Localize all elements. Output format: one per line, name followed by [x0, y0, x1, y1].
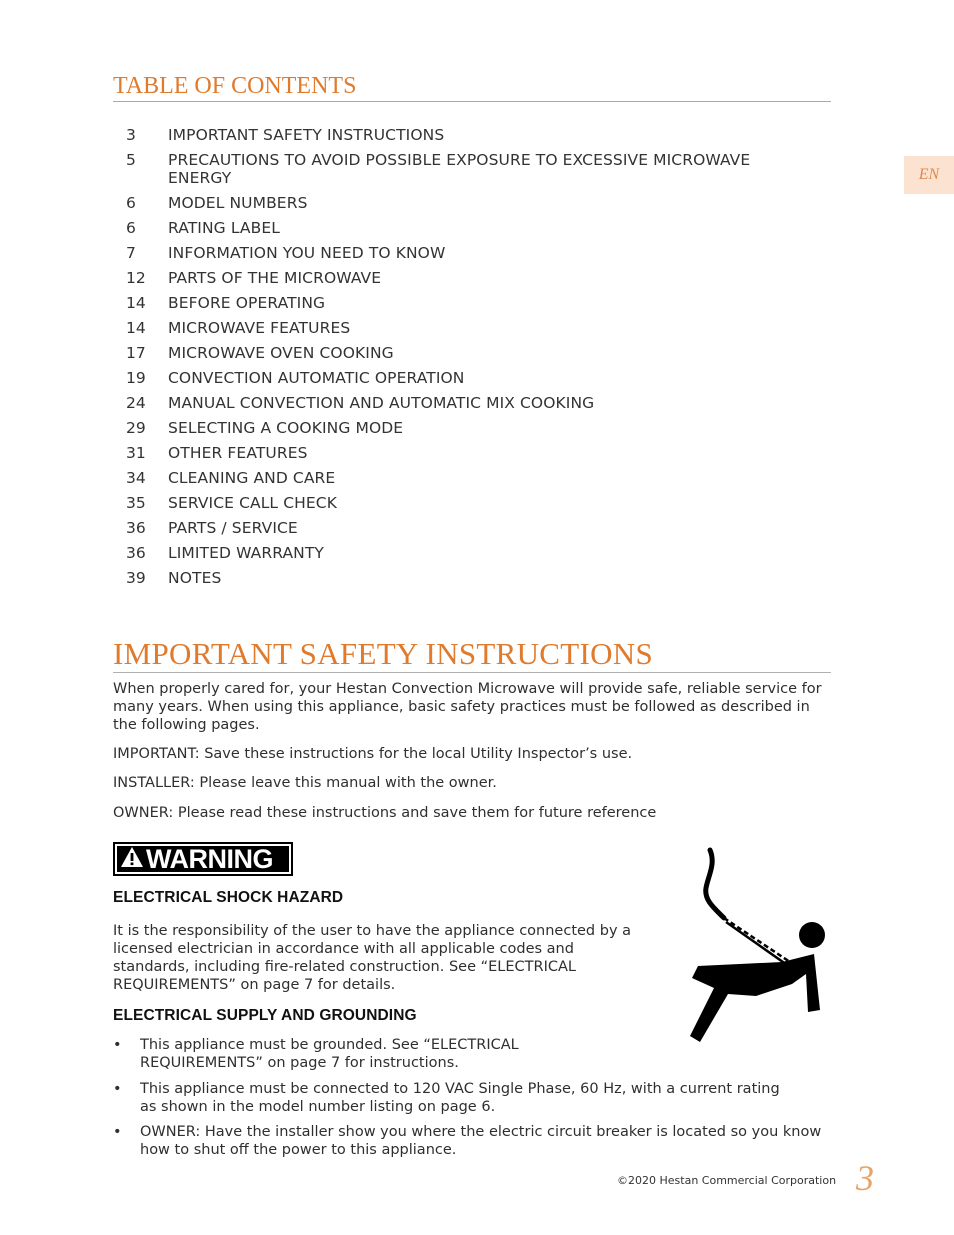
list-item: • This appliance must be connected to 120 VAC Single Phase, 60 Hz, with a current rating as shown in the model number listing on page 6.	[113, 1081, 780, 1115]
toc-label: INFORMATION YOU NEED TO KNOW	[168, 244, 446, 262]
warning-label: WARNING	[146, 843, 273, 874]
toc-page: 6	[126, 219, 136, 237]
toc-entry[interactable]	[113, 244, 803, 269]
bullet-marker: •	[113, 1037, 122, 1053]
toc-entry[interactable]	[113, 194, 803, 219]
toc-entry[interactable]	[113, 219, 803, 244]
intro-paragraph: When properly cared for, your Hestan Convection Microwave will provide safe, reliable service for many years. When using this appliance, basic safety practices must be followed as described in the following pages.	[113, 681, 822, 733]
toc-page: 6	[126, 194, 136, 212]
toc-entry[interactable]	[113, 151, 803, 194]
language-tab[interactable]: EN	[904, 156, 954, 194]
toc-page: 19	[126, 369, 146, 387]
toc-page: 14	[126, 319, 146, 337]
toc-entry[interactable]	[113, 319, 803, 344]
toc-page: 24	[126, 394, 146, 412]
toc-page: 36	[126, 544, 146, 562]
grounding-heading: ELECTRICAL SUPPLY AND GROUNDING	[113, 1007, 417, 1024]
toc-label: NOTES	[168, 569, 222, 587]
toc-entry[interactable]	[113, 569, 803, 594]
toc-label: PARTS / SERVICE	[168, 519, 298, 537]
list-item: • OWNER: Have the installer show you where the electric circuit breaker is located so you know how to shut off the power to this appliance.	[113, 1124, 822, 1158]
toc-entry[interactable]	[113, 419, 803, 444]
toc-label: MICROWAVE OVEN COOKING	[168, 344, 394, 362]
toc-page: 29	[126, 419, 146, 437]
toc-label: LIMITED WARRANTY	[168, 544, 325, 562]
toc-entry[interactable]	[113, 126, 803, 151]
bullet-marker: •	[113, 1081, 122, 1097]
list-item: • This appliance must be grounded. See “ELECTRICAL REQUIREMENTS” on page 7 for instructions.	[113, 1037, 519, 1071]
footer-copyright: ©2020 Hestan Commercial Corporation	[617, 1174, 837, 1187]
toc-page: 17	[126, 344, 146, 362]
toc-entry[interactable]	[113, 444, 803, 469]
toc-entry[interactable]	[113, 344, 803, 369]
toc-page: 31	[126, 444, 146, 462]
toc-entry[interactable]	[113, 394, 803, 419]
section-title: IMPORTANT SAFETY INSTRUCTIONS	[113, 636, 831, 673]
electric-shock-icon	[684, 846, 830, 1044]
toc-label: CLEANING AND CARE	[168, 469, 336, 487]
toc-label: SERVICE CALL CHECK	[168, 494, 337, 512]
toc-label: PRECAUTIONS TO AVOID POSSIBLE EXPOSURE TO EXCESSIVE MICROWAVE ENERGY	[168, 151, 751, 187]
toc-entry[interactable]	[113, 269, 803, 294]
toc-label: IMPORTANT SAFETY INSTRUCTIONS	[168, 126, 445, 144]
bullet-marker: •	[113, 1124, 122, 1140]
toc-label: MANUAL CONVECTION AND AUTOMATIC MIX COOKING	[168, 394, 595, 412]
toc-label: BEFORE OPERATING	[168, 294, 326, 312]
page-number: 3	[856, 1158, 874, 1198]
grounding-bullets	[113, 1036, 833, 1159]
toc-label: SELECTING A COOKING MODE	[168, 419, 404, 437]
warning-badge	[113, 842, 293, 876]
toc-page: 5	[126, 151, 136, 169]
toc-entry[interactable]	[113, 294, 803, 319]
toc-label: PARTS OF THE MICROWAVE	[168, 269, 382, 287]
toc-entry[interactable]	[113, 469, 803, 494]
installer-note: INSTALLER: Please leave this manual with the owner.	[113, 775, 497, 791]
toc-label: RATING LABEL	[168, 219, 280, 237]
toc-entry[interactable]	[113, 544, 803, 569]
toc-entry[interactable]	[113, 494, 803, 519]
shock-heading: ELECTRICAL SHOCK HAZARD	[113, 889, 344, 906]
toc-entry[interactable]	[113, 369, 803, 394]
toc-entry[interactable]	[113, 519, 803, 544]
owner-note: OWNER: Please read these instructions and save them for future reference	[113, 805, 657, 821]
shock-paragraph: It is the responsibility of the user to have the appliance connected by a licensed electrician in accordance with all applicable codes and standards, including fire-related construction. See “ELECTRICAL REQUIREMENTS” on page 7 for details.	[113, 923, 632, 993]
toc-page: 39	[126, 569, 146, 587]
toc-page: 36	[126, 519, 146, 537]
toc-label: OTHER FEATURES	[168, 444, 308, 462]
warning-triangle-icon	[117, 844, 146, 875]
toc-list	[113, 126, 803, 594]
toc-page: 7	[126, 244, 136, 262]
toc-page: 35	[126, 494, 146, 512]
toc-label: MICROWAVE FEATURES	[168, 319, 351, 337]
toc-label: MODEL NUMBERS	[168, 194, 308, 212]
toc-page: 14	[126, 294, 146, 312]
toc-label: CONVECTION AUTOMATIC OPERATION	[168, 369, 465, 387]
toc-page: 3	[126, 126, 136, 144]
important-note: IMPORTANT: Save these instructions for the local Utility Inspector’s use.	[113, 746, 633, 762]
toc-page: 12	[126, 269, 146, 287]
toc-page: 34	[126, 469, 146, 487]
toc-title: TABLE OF CONTENTS	[113, 72, 831, 102]
